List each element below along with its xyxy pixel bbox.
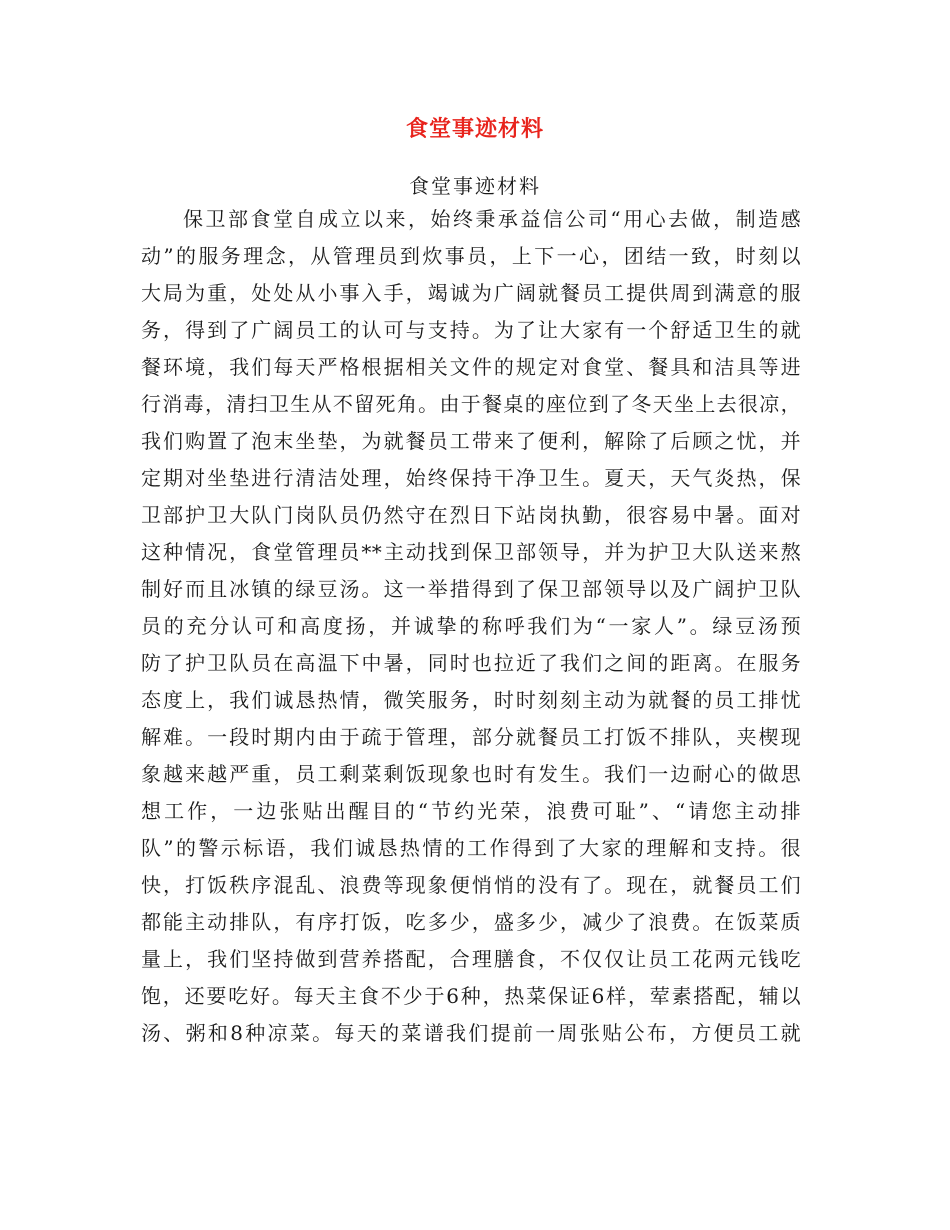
paragraph-line: 动”的服务理念，从管理员到炊事员，上下一心，团结一致，时刻以 [141,244,801,268]
paragraph-line: 队”的警示标语，我们诚恳热情的工作得到了大家的理解和支持。很 [141,836,801,860]
paragraph-line: 解难。一段时期内由于疏于管理，部分就餐员工打饭不排队，夹楔现 [141,725,801,749]
paragraph-line: 态度上，我们诚恳热情，微笑服务，时时刻刻主动为就餐的员工排忧 [141,688,801,712]
paragraph-line: 制好而且冰镇的绿豆汤。这一举措得到了保卫部领导以及广阔护卫队 [141,577,801,601]
paragraph-line: 汤、粥和8种凉菜。每天的菜谱我们提前一周张贴公布，方便员工就 [141,1021,801,1045]
document-title: 食堂事迹材料 [405,117,544,142]
paragraph-line: 行消毒，清扫卫生从不留死角。由于餐桌的座位到了冬天坐上去很凉， [141,392,801,416]
paragraph-line: 定期对坐垫进行清洁处理，始终保持干净卫生。夏天，天气炎热，保 [141,466,801,490]
document-subtitle: 食堂事迹材料 [409,174,541,198]
paragraph-line: 务，得到了广阔员工的认可与支持。为了让大家有一个舒适卫生的就 [141,318,801,342]
paragraph-line: 员的充分认可和高度扬，并诚挚的称呼我们为“一家人”。绿豆汤预 [141,614,801,638]
paragraph-line: 这种情况，食堂管理员**主动找到保卫部领导，并为护卫大队送来熬 [141,540,801,564]
paragraph-line: 防了护卫队员在高温下中暑，同时也拉近了我们之间的距离。在服务 [141,651,801,675]
paragraph-line: 餐环境，我们每天严格根据相关文件的规定对食堂、餐具和洁具等进 [141,355,801,379]
paragraph-line: 都能主动排队，有序打饭，吃多少，盛多少，减少了浪费。在饭菜质 [141,910,801,934]
paragraph-line: 想工作，一边张贴出醒目的“节约光荣，浪费可耻”、“请您主动排 [141,799,801,823]
paragraph-line: 量上，我们坚持做到营养搭配，合理膳食，不仅仅让员工花两元钱吃 [141,947,801,971]
paragraph-line: 卫部护卫大队门岗队员仍然守在烈日下站岗执勤，很容易中暑。面对 [141,503,801,527]
paragraph-line: 象越来越严重，员工剩菜剩饭现象也时有发生。我们一边耐心的做思 [141,762,801,786]
paragraph-line: 保卫部食堂自成立以来，始终秉承益信公司“用心去做，制造感 [183,207,801,231]
paragraph-line: 快，打饭秩序混乱、浪费等现象便悄悄的没有了。现在，就餐员工们 [141,873,801,897]
paragraph-line: 我们购置了泡末坐垫，为就餐员工带来了便利，解除了后顾之忧，并 [141,429,801,453]
paragraph-line: 大局为重，处处从小事入手，竭诚为广阔就餐员工提供周到满意的服 [141,281,801,305]
paragraph-line: 饱，还要吃好。每天主食不少于6种，热菜保证6样，荤素搭配，辅以 [141,984,801,1008]
